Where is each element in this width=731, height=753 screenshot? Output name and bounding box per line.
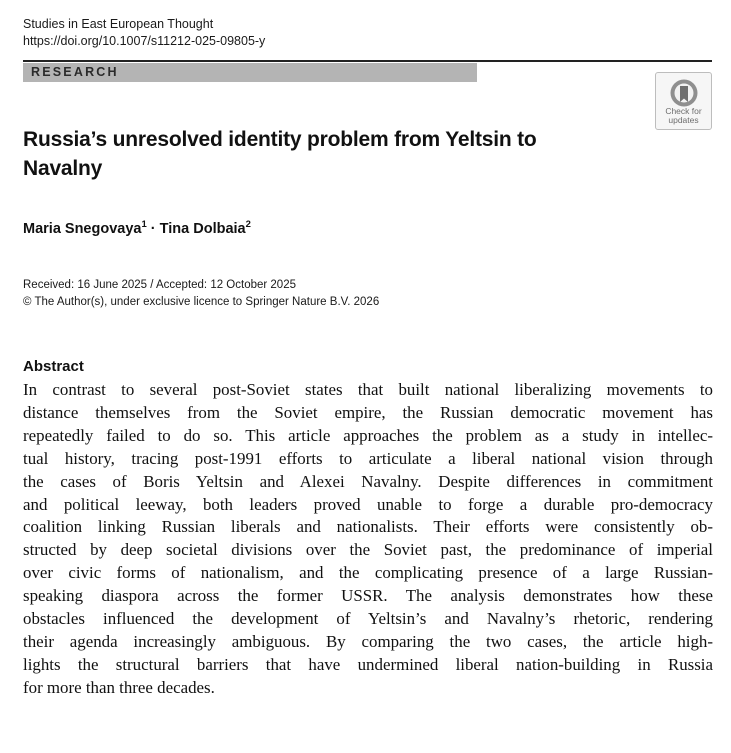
title-line-2: Navalny [23,157,103,180]
abstract-line: speaking diaspora across the former USSR. The analysis demonstrates how these [23,586,713,606]
abstract-line: distance themselves from the Soviet empire, the Russian democratic movement has [23,402,713,422]
journal-info [23,16,265,50]
author-list [23,219,251,239]
affiliation-marker[interactable]: 2 [245,219,251,230]
section-bar [23,63,477,82]
title-line-1: Russia’s unresolved identity problem from Yeltsin to [23,128,537,151]
received-accepted-dates: Received: 16 June 2025 / Accepted: 12 October 2025 [23,279,296,291]
abstract-line: coalition linking Russian liberals and nationalists. Their efforts were consistently ob- [23,517,713,537]
journal-doi-link[interactable]: https://doi.org/10.1007/s11212-025-09805-y [23,34,266,48]
abstract-line: their agenda increasingly ambiguous. By comparing the two cases, the article high- [23,631,713,651]
abstract-line: structed by deep societal divisions over the Soviet past, the predominance of imperial [23,540,713,560]
publication-dates [23,277,379,311]
check-for-updates-badge[interactable] [655,72,712,130]
abstract-line: obstacles influenced the development of Yeltsin’s and Navalny’s rhetoric, rendering [23,609,713,629]
abstract-line: lights the structural barriers that have undermined liberal nation-building in Russia [23,654,713,674]
journal-name: Studies in East European Thought [23,17,214,31]
author-name[interactable]: Tina Dolbaia [159,221,246,237]
abstract-line: repeatedly failed to do so. This article approaches the problem as a study in intellec- [23,425,713,445]
abstract-line: over civic forms of nationalism, and the complicating presence of a large Russian- [23,563,713,583]
copyright-notice: © The Author(s), under exclusive licence to Springer Nature B.V. 2026 [23,296,380,308]
section-label: RESEARCH [31,65,119,79]
abstract-line: tual history, tracing post-1991 efforts to articulate a liberal national vision through [23,448,713,468]
author-name[interactable]: Maria Snegovaya [23,221,142,237]
abstract-line: the cases of Boris Yeltsin and Alexei Navalny. Despite differences in commitment [23,471,713,491]
abstract-line: and political leeway, both leaders proved unable to forge a durable pro-democracy [23,494,713,514]
abstract-heading: Abstract [23,358,84,375]
abstract-line: In contrast to several post-Soviet states that built national liberalizing movements to [23,380,713,399]
header-divider [23,60,712,62]
check-for-updates-label: Check for updates [665,106,702,125]
abstract-body [23,379,713,700]
article-title [23,125,623,183]
abstract-line: for more than three decades. [23,677,215,697]
affiliation-marker[interactable]: 1 [141,219,147,230]
check-for-updates-icon [669,78,699,108]
author-separator: · [146,221,160,237]
